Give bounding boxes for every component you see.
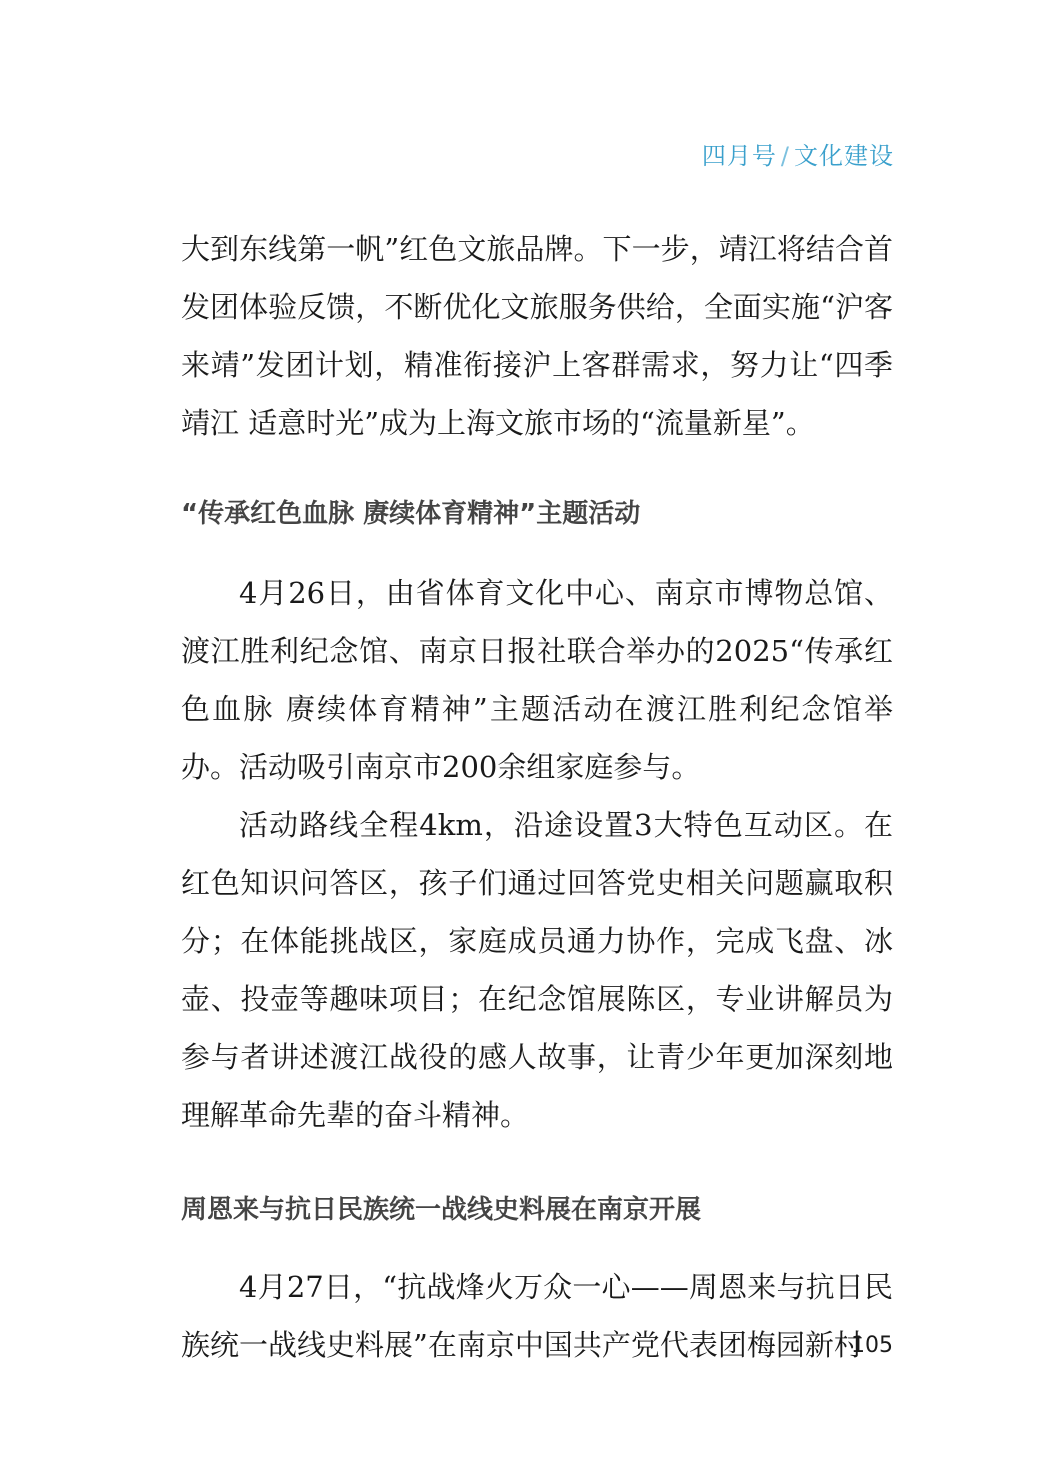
section-label: 文化建设 xyxy=(794,142,894,170)
section-heading-sports: “传承红色血脉 赓续体育精神”主题活动 xyxy=(181,499,641,529)
intro-paragraph: 大到东线第一帆”红色文旅品牌。下一步，靖江将结合首发团体验反馈，不断优化文旅服务供给，全面实施“沪客来靖”发团计划，精准衔接沪上客群需求，努力让“四季靖江 适意时光”成为上海文旅市场的“流量新星”。 xyxy=(181,232,893,440)
paragraph-exhibition: 4月27日，“抗战烽火万众一心——周恩来与抗日民族统一战线史料展”在南京中国共产党代表团梅园新村 xyxy=(181,1270,893,1362)
paragraph-event-route: 活动路线全程4km，沿途设置3大特色互动区。在红色知识问答区，孩子们通过回答党史相关问题赢取积分；在体能挑战区，家庭成员通力协作，完成飞盘、冰壶、投壶等趣味项目；在纪念馆展陈区，专业讲解员为参与者讲述渡江战役的感人故事，让青少年更加深刻地理解革命先辈的奋斗精神。 xyxy=(181,808,893,1132)
section-heading-exhibition: 周恩来与抗日民族统一战线史料展在南京开展 xyxy=(181,1195,702,1225)
header-separator: / xyxy=(780,142,790,170)
paragraph-event-overview: 4月26日，由省体育文化中心、南京市博物总馆、渡江胜利纪念馆、南京日报社联合举办的2025“传承红色血脉 赓续体育精神”主题活动在渡江胜利纪念馆举办。活动吸引南京市200余组家庭参与。 xyxy=(181,576,893,784)
issue-label: 四月号 xyxy=(701,142,777,170)
article-body xyxy=(181,220,893,1374)
running-header xyxy=(702,136,894,171)
page-number: 105 xyxy=(851,1333,893,1358)
